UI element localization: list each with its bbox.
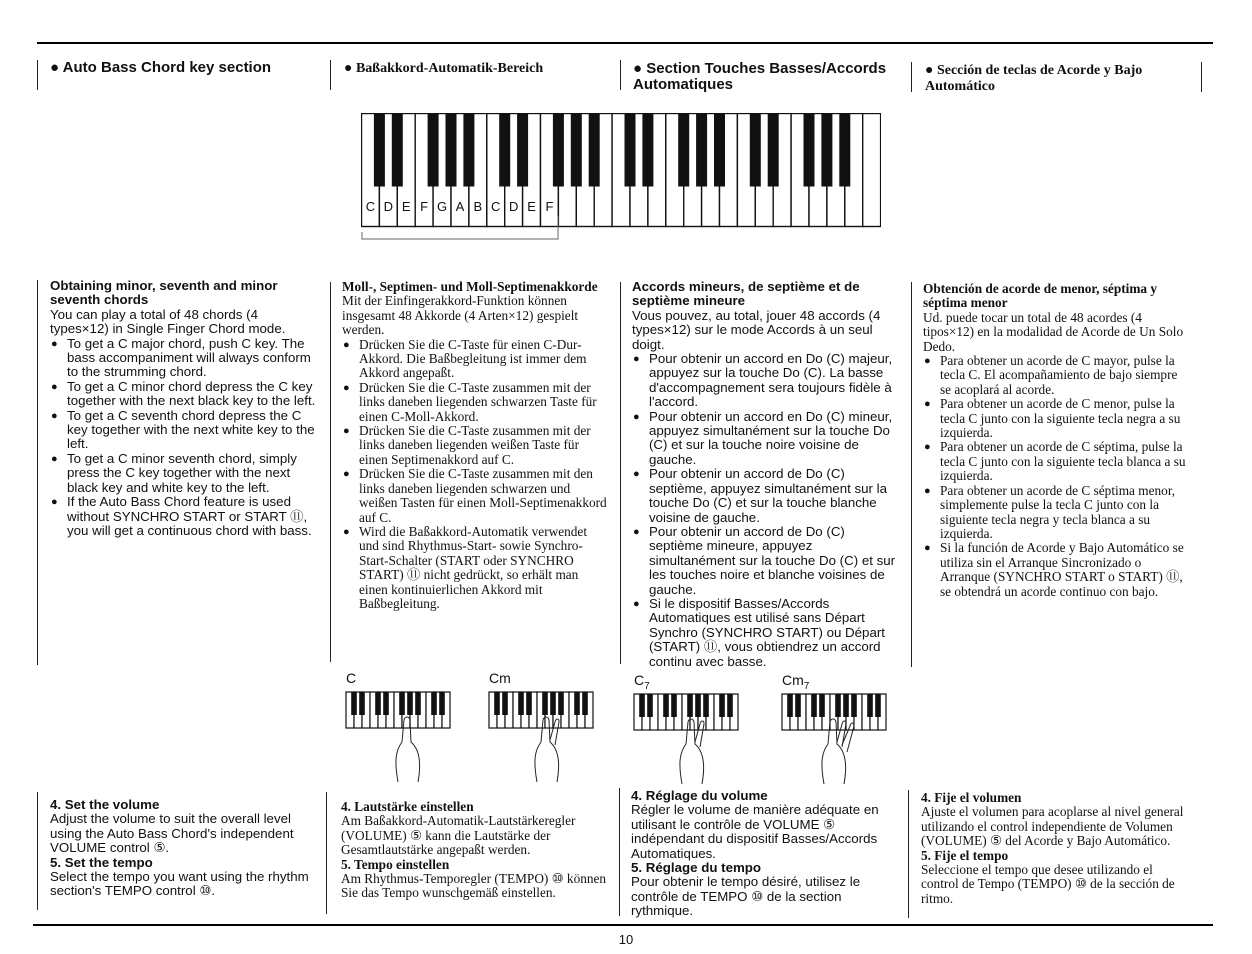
black-key [374, 114, 385, 187]
list-item: ● Pour obtenir un accord en Do (C) majeur, appuyez sur la touche Do (C). La basse d'accompagnement sera toujours fidèle à l'accord. [632, 352, 902, 410]
tempo-heading-es: 5. Fije el tempo [921, 847, 1009, 863]
chord-heading-de: Moll-, Septimen- und Moll-Septimenakkorde [342, 279, 598, 294]
volume-text-es: Ajuste el volumen para acoplarse al nivel general utilizando el control independiente de Volumen (VOLUME) ⑤ del Acorde y Bajo Automático. [921, 804, 1184, 849]
mini-black-key [415, 692, 421, 715]
chord-label-cm: Cm [489, 670, 511, 686]
volume-tempo-fr [631, 789, 903, 919]
mini-black-key [399, 692, 405, 715]
keyboard-svg [361, 113, 881, 243]
mini-black-key [875, 694, 881, 717]
list-item: ● To get a C minor seventh chord, simply press the C key together with the next black key and white key to the left. [50, 452, 318, 495]
volume-tempo-es [921, 791, 1191, 906]
list-item: ● Drücken Sie die C-Taste zusammen mit den links daneben liegenden schwarzen und weißen Tasten für einen Moll-Septimenakkord auf C. [342, 467, 610, 525]
black-key [589, 114, 600, 187]
top-rule [37, 42, 1213, 44]
volume-text-en: Adjust the volume to suit the overall level using the Auto Bass Chord's independent VOLUME control ⑤. [50, 811, 294, 856]
key-label: F [545, 199, 554, 214]
black-key [499, 114, 510, 187]
mini-black-key [550, 692, 556, 715]
mini-black-key [663, 694, 669, 717]
list-item: ● Pour obtenir un accord de Do (C) septième mineure, appuyez simultanément sur la touche Do (C) et sur les touches noire et blanche voisines de gauche. [632, 525, 902, 597]
list-item: ● Para obtener un acorde de C menor, pulse la tecla C junto con la siguiente tecla negra a su izquierda. [923, 397, 1189, 440]
list-item: ● To get a C seventh chord depress the C key together with the next white key to the left. [50, 409, 318, 452]
mini-black-key [542, 692, 548, 715]
black-key [750, 114, 761, 187]
key-label: E [527, 199, 536, 214]
bullet-list-es [923, 354, 1189, 599]
tempo-text-de: Am Rhythmus-Temporegler (TEMPO) ⑩ können Sie das Tempo wunschgemäß einstellen. [341, 871, 607, 901]
key-label: A [455, 199, 465, 214]
chord-diagram-cm [487, 690, 597, 785]
black-key [804, 114, 815, 187]
mini-black-key [811, 694, 817, 717]
key-label: C [491, 199, 501, 214]
mini-black-key [719, 694, 725, 717]
tempo-text-en: Select the tempo you want using the rhythm section's TEMPO control ⑩. [50, 869, 309, 899]
column-divider [330, 282, 331, 662]
column-divider [37, 792, 38, 910]
column-divider [1201, 62, 1202, 92]
mini-black-key [407, 692, 413, 715]
chord-label-c7: $C_7$ [634, 672, 650, 692]
white-key [863, 114, 881, 227]
text-block-fr [632, 280, 902, 669]
black-key [553, 114, 564, 187]
tempo-text-fr: Pour obtenir le tempo désiré, utilisez le contrôle de TEMPO ⑩ de la section rythmique. [631, 874, 861, 919]
black-key [428, 114, 439, 187]
list-item: ● To get a C minor chord depress the C key together with the next black key to the left. [50, 380, 318, 409]
mini-black-key [703, 694, 709, 717]
list-item: ● Pour obtenir un accord en Do (C) mineur, appuyez simultanément sur la touche Do (C) et sur la touche noire voisine de gauche. [632, 410, 902, 468]
chord-heading-en: Obtaining minor, seventh and minor seventh chords [50, 278, 278, 308]
chord-diagram-c [344, 690, 454, 785]
section-header-es: ● Sección de teclas de Acorde y Bajo Automático [925, 63, 1143, 94]
volume-heading-es: 4. Fije el volumen [921, 790, 1022, 805]
black-key [642, 114, 653, 187]
mini-black-key [351, 692, 357, 715]
mini-black-key [502, 692, 508, 715]
mini-black-key [375, 692, 381, 715]
key-label: D [508, 199, 519, 214]
black-key [714, 114, 725, 187]
volume-tempo-en [50, 798, 320, 899]
bullet-list-de [342, 338, 610, 612]
list-item: ● If the Auto Bass Chord feature is used without SYNCHRO START or START ⑪, you will get a continuous chord with bass. [50, 495, 318, 538]
key-label: G [436, 199, 448, 214]
black-key [678, 114, 689, 187]
tempo-heading-fr: 5. Réglage du tempo [631, 860, 762, 876]
column-divider [619, 788, 620, 916]
mini-black-key [431, 692, 437, 715]
list-item: ● Para obtener un acorde de C mayor, pulse la tecla C. El acompañamiento de bajo siempre se acoplará al acorde. [923, 354, 1189, 397]
chord-heading-fr: Accords mineurs, de septième et de septième mineure [632, 279, 860, 309]
mini-black-key [835, 694, 841, 717]
column-divider [911, 282, 912, 667]
volume-heading-de: 4. Lautstärke einstellen [341, 799, 474, 814]
mini-black-key [359, 692, 365, 715]
list-item: ● To get a C major chord, push C key. The bass accompaniment will always conform to the strumming chord. [50, 337, 318, 380]
list-item: ● Si le dispositif Basses/Accords Automatiques est utilisé sans Départ Synchro (SYNCHRO START) ou Départ (START) ⑪, vous obtiendrez un accord continu avec basse. [632, 597, 902, 669]
list-item: ● Drücken Sie die C-Taste zusammen mit der links daneben liegenden schwarzen Taste für einen C-Moll-Akkord. [342, 381, 610, 424]
list-item: ● Drücken Sie die C-Taste zusammen mit der links daneben liegenden weißen Taste für einen Septimenakkord auf C. [342, 424, 610, 467]
mini-black-key [671, 694, 677, 717]
list-item: ● Wird die Baßakkord-Automatik verwendet und sind Rhythmus-Start- sowie Synchro-Start-Schalter (START oder SYNCHRO START) ⑪ nicht gedrückt, so erhält man einen kontinuierlichen Akkord mit Baßbegleitung. [342, 525, 610, 611]
column-divider [37, 280, 38, 665]
mini-black-key [558, 692, 564, 715]
chord-heading-es: Obtención de acorde de menor, séptima y séptima menor [923, 281, 1158, 311]
tempo-heading-de: 5. Tempo einstellen [341, 856, 450, 872]
mini-black-key [851, 694, 857, 717]
mini-black-key [526, 692, 532, 715]
black-key [625, 114, 636, 187]
list-item: ● Si la función de Acorde y Bajo Automático se utiliza sin el Arranque Sincronizado o Arranque (SYNCHRO START o START) ⑪, se obtendrá un acorde continuo con bajo. [923, 541, 1189, 599]
list-item: ● Pour obtenir un accord de Do (C) septième, appuyez simultanément sur la touche Do (C) et sur la touche blanche voisine de gauche. [632, 467, 902, 525]
list-item: ● Drücken Sie die C-Taste für einen C-Dur-Akkord. Die Baßbegleitung ist immer dem Akkord angepaßt. [342, 338, 610, 381]
mini-black-key [727, 694, 733, 717]
section-header-de: ● Baßakkord-Automatik-Bereich [344, 61, 544, 76]
tempo-text-es: Seleccione el tempo que desee utilizando el control de Tempo (TEMPO) ⑩ de la sección de ritmo. [921, 862, 1175, 906]
black-key [446, 114, 457, 187]
mini-black-key [582, 692, 588, 715]
column-divider [326, 792, 327, 914]
volume-text-fr: Régler le volume de manière adéquate en utilisant le contrôle de VOLUME ⑤ indépendant du dispositif Basses/Accords Automatiques. [631, 802, 879, 861]
key-label: B [473, 199, 483, 214]
section-header-fr: ● Section Touches Basses/Accords Automatiques [633, 60, 887, 93]
key-label: D [383, 199, 394, 214]
mini-black-key [518, 692, 524, 715]
mini-black-key [439, 692, 445, 715]
mini-black-key [787, 694, 793, 717]
column-divider [620, 60, 621, 90]
text-block-es [923, 282, 1189, 599]
intro-en: You can play a total of 48 chords (4 types×12) in Single Finger Chord mode. [50, 306, 286, 337]
mini-black-key [639, 694, 645, 717]
black-key [517, 114, 528, 187]
black-key [696, 114, 707, 187]
key-label: F [420, 199, 429, 214]
mini-black-key [695, 694, 701, 717]
key-label: E [401, 199, 411, 214]
volume-tempo-de [341, 800, 609, 901]
mini-black-key [647, 694, 653, 717]
black-key [392, 114, 403, 187]
chord-label-cm7: $Cm_7$ [782, 672, 810, 692]
volume-heading-en: 4. Set the volume [50, 797, 160, 812]
chord-label-c: C [346, 670, 357, 686]
tempo-heading-en: 5. Set the tempo [50, 854, 153, 870]
column-divider [908, 790, 909, 918]
page-number: 10 [618, 932, 634, 947]
volume-heading-fr: 4. Réglage du volume [631, 788, 768, 803]
mini-black-key [795, 694, 801, 717]
intro-fr: Vous pouvez, au total, jouer 48 accords (4 types×12) sur le mode Accords à un seul doigt. [632, 307, 881, 352]
list-item: ● Para obtener un acorde de C séptima, pulse la tecla C junto con la siguiente tecla blanca a su izquierda. [923, 440, 1189, 483]
mini-black-key [574, 692, 580, 715]
intro-es: Ud. puede tocar un total de 48 acordes (4 tipos×12) en la modalidad de Acorde de Un Solo Dedo. [923, 309, 1184, 354]
section-header-en: ● Auto Bass Chord key section [50, 59, 272, 76]
chord-diagram-cm7 [780, 692, 890, 787]
keyboard-diagram [361, 113, 881, 248]
mini-black-key [843, 694, 849, 717]
volume-text-de: Am Baßakkord-Automatik-Lautstärkeregler (VOLUME) ⑤ kann die Lautstärke der Gesamtlautstärke angepaßt werden. [341, 813, 576, 858]
bullet-list-en [50, 337, 318, 539]
bullet-list-fr [632, 352, 902, 669]
mini-black-key [819, 694, 825, 717]
text-block-de [342, 280, 610, 611]
intro-de: Mit der Einfingerakkord-Funktion können insgesamt 48 Akkorde (4 Arten×12) gespielt werden. [342, 293, 579, 338]
column-divider [330, 60, 331, 90]
black-key [571, 114, 582, 187]
column-divider [620, 282, 621, 664]
key-label: C [365, 199, 376, 214]
column-divider [37, 60, 38, 90]
column-divider [911, 62, 912, 92]
mini-black-key [867, 694, 873, 717]
list-item: ● Para obtener un acorde de C séptima menor, simplemente pulse la tecla C junto con la siguiente tecla negra y tecla blanca a su izquierda. [923, 484, 1189, 542]
chord-diagram-c7 [632, 692, 742, 787]
mini-black-key [687, 694, 693, 717]
bottom-rule [33, 924, 1213, 926]
text-block-en [50, 279, 318, 538]
black-key [463, 114, 474, 187]
mini-black-key [383, 692, 389, 715]
black-key [768, 114, 779, 187]
black-key [839, 114, 850, 187]
mini-black-key [494, 692, 500, 715]
black-key [821, 114, 832, 187]
